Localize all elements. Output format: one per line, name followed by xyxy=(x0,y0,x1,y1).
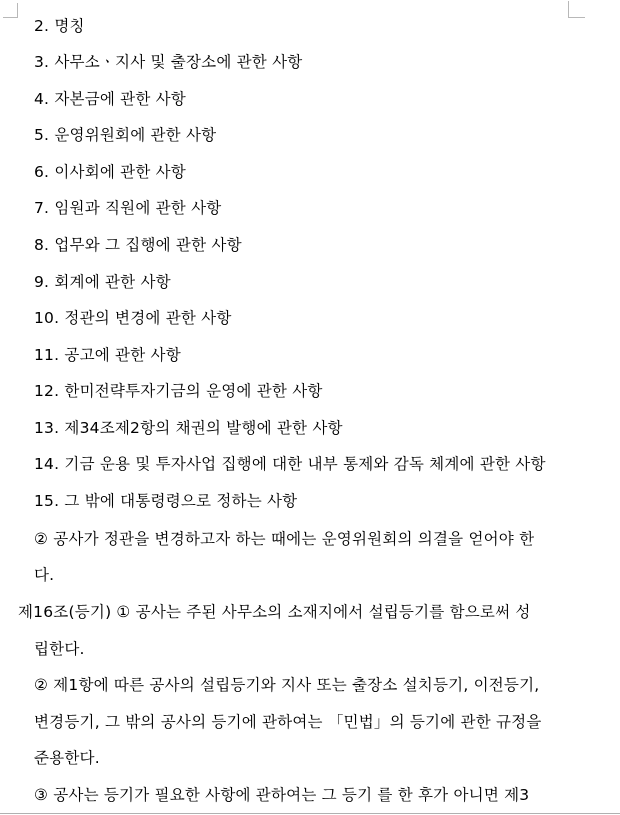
list-number: 12. xyxy=(34,382,60,400)
list-text: 자본금에 관한 사항 xyxy=(54,90,186,108)
list-number: 6. xyxy=(34,163,50,181)
page-corner-mark-left xyxy=(3,3,18,18)
article-16-heading-cont: 립한다. xyxy=(34,640,85,658)
list-number: 10. xyxy=(34,309,60,327)
article-16-para-2: 준용한다. xyxy=(34,749,100,767)
article-16-para-2: 변경등기, 그 밖의 공사의 등기에 관하여는 「민법」의 등기에 관한 규정을 xyxy=(34,713,542,731)
list-number: 8. xyxy=(34,236,50,254)
list-number: 3. xyxy=(34,53,50,71)
list-item xyxy=(34,235,242,255)
list-text: 제34조제2항의 채권의 발행에 관한 사항 xyxy=(64,419,343,437)
list-item xyxy=(34,308,232,328)
list-text: 임원과 직원에 관한 사항 xyxy=(54,199,222,217)
list-text: 기금 운용 및 투자사업 집행에 대한 내부 통제와 감독 체계에 관한 사항 xyxy=(64,455,546,473)
list-text: 명칭 xyxy=(54,17,85,35)
list-item xyxy=(34,52,302,72)
list-number: 5. xyxy=(34,126,50,144)
list-number: 15. xyxy=(34,492,60,510)
list-item xyxy=(34,89,186,109)
list-number: 11. xyxy=(34,346,60,364)
list-number: 13. xyxy=(34,419,60,437)
list-item xyxy=(34,381,323,401)
article-16-heading: 제16조(등기) ① 공사는 주된 사무소의 소재지에서 설립등기를 함으로써 성 xyxy=(18,603,531,621)
paragraph-2-line: ② 공사가 정관을 변경하고자 하는 때에는 운영위원회의 의결을 얻어야 한 xyxy=(34,530,535,548)
list-number: 7. xyxy=(34,199,50,217)
list-number: 4. xyxy=(34,90,50,108)
list-item xyxy=(34,125,216,145)
list-item xyxy=(34,454,546,474)
list-item xyxy=(34,16,85,36)
list-number: 14. xyxy=(34,455,60,473)
list-text: 정관의 변경에 관한 사항 xyxy=(64,309,232,327)
list-text: 회계에 관한 사항 xyxy=(54,273,171,291)
paragraph-2-line: 다. xyxy=(34,566,55,584)
list-text: 업무와 그 집행에 관한 사항 xyxy=(54,236,242,254)
list-text: 운영위원회에 관한 사항 xyxy=(54,126,217,144)
page-bottom-divider xyxy=(0,813,620,814)
page-corner-mark-right xyxy=(568,1,585,18)
article-16-para-3: ③ 공사는 등기가 필요한 사항에 관하여는 그 등기 를 한 후가 아니면 제3 xyxy=(34,786,530,804)
list-text: 그 밖에 대통령령으로 정하는 사항 xyxy=(64,492,298,510)
article-16-para-2: ② 제1항에 따른 공사의 설립등기와 지사 또는 출장소 설치등기, 이전등기, xyxy=(34,676,540,694)
list-number: 2. xyxy=(34,17,50,35)
list-item xyxy=(34,198,221,218)
list-item xyxy=(34,272,171,292)
list-number: 9. xyxy=(34,273,50,291)
list-text: 공고에 관한 사항 xyxy=(64,346,181,364)
list-item xyxy=(34,162,186,182)
list-item xyxy=(34,491,297,511)
list-text: 사무소ㆍ지사 및 출장소에 관한 사항 xyxy=(54,53,303,71)
list-item xyxy=(34,345,181,365)
list-item xyxy=(34,418,343,438)
list-text: 이사회에 관한 사항 xyxy=(54,163,186,181)
list-text: 한미전략투자기금의 운영에 관한 사항 xyxy=(64,382,323,400)
